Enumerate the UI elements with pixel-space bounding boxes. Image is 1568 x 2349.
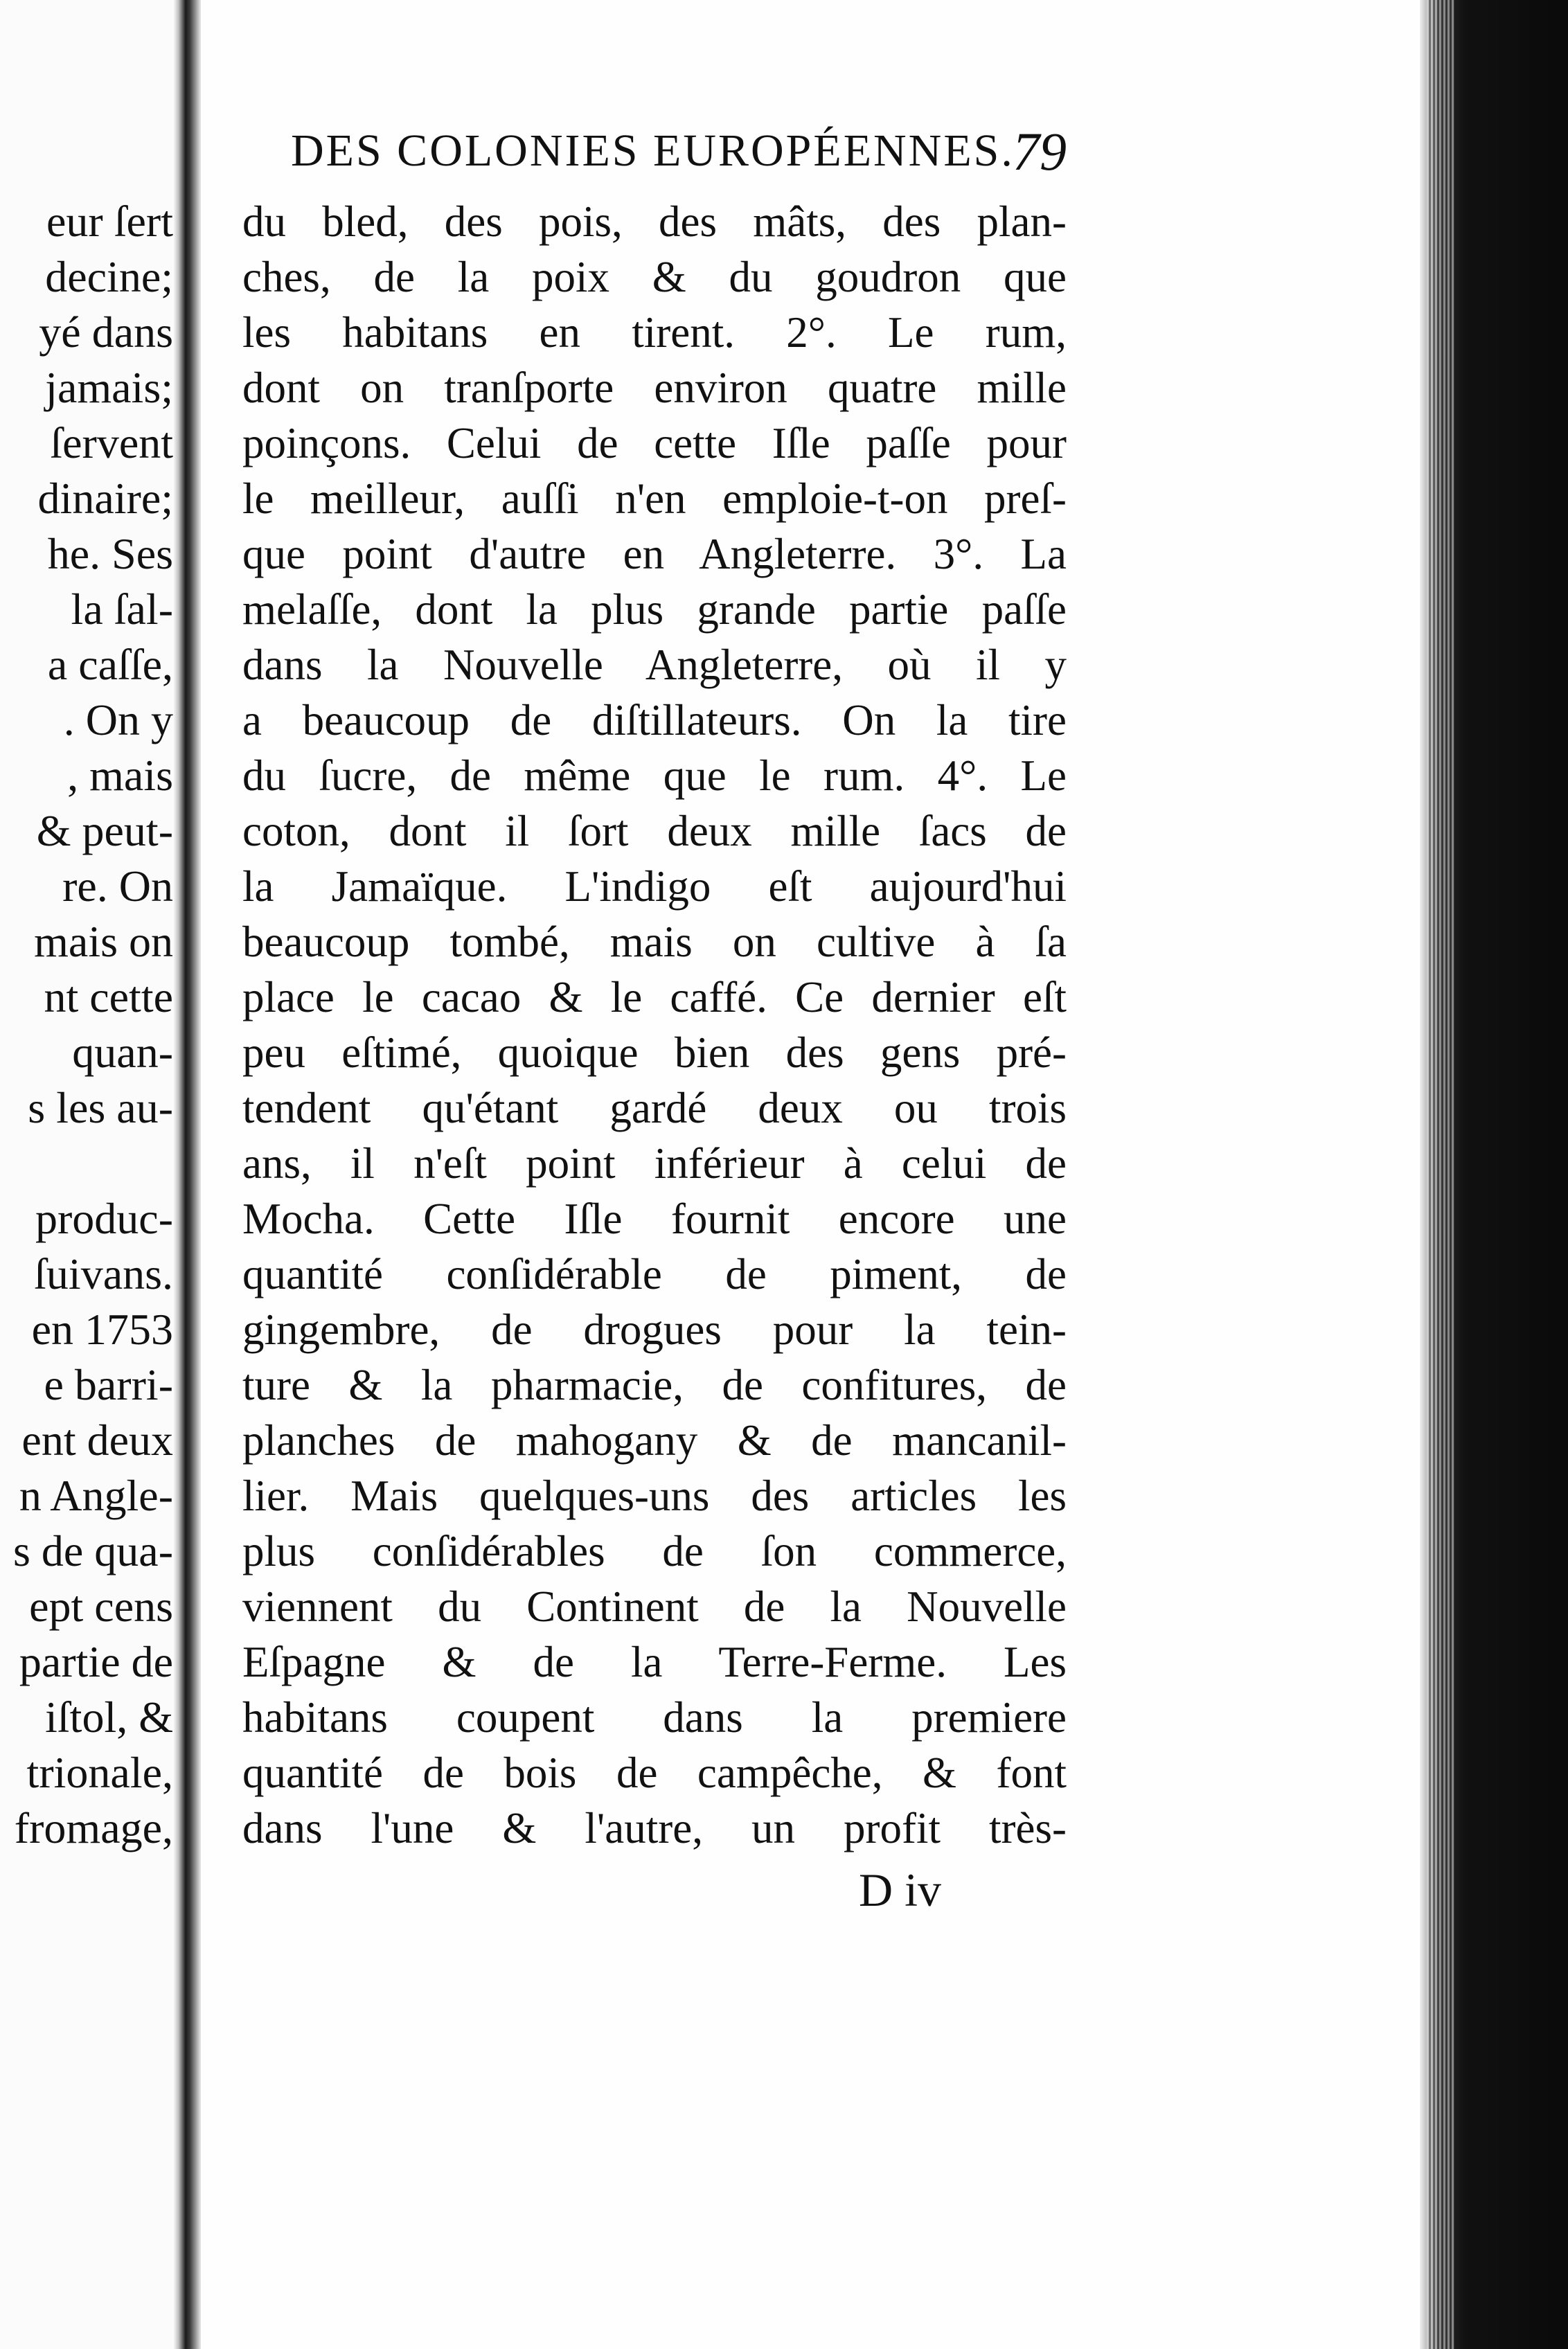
left-page-line: ſervent [50, 418, 173, 467]
left-page-line: dinaire; [37, 474, 173, 523]
body-line: dont on tranſporte environ quatre mille [242, 364, 1067, 412]
left-page-line: & peut- [36, 806, 173, 855]
left-page-line: jamais; [45, 363, 173, 412]
page-number: 79 [1013, 121, 1067, 181]
left-page-line: iſtol, & [45, 1692, 173, 1742]
body-line: que point d'autre en Angleterre. 3°. La [242, 530, 1067, 578]
left-page-line: partie de [19, 1637, 173, 1686]
body-line: ans, il n'eſt point inférieur à celui de [242, 1139, 1067, 1188]
body-line: poinçons. Celui de cette Iſle paſſe pour [242, 419, 1067, 467]
body-line: peu eſtimé, quoique bien des gens pré- [242, 1028, 1067, 1077]
body-line: planches de mahogany & de mancanil- [242, 1416, 1067, 1465]
body-line: quantité conſidérable de piment, de [242, 1250, 1067, 1298]
signature-mark: D iv [859, 1864, 941, 1916]
body-line: les habitans en tirent. 2°. Le rum, [242, 308, 1067, 357]
page-header [291, 121, 1067, 187]
left-page-line: trionale, [26, 1748, 173, 1797]
body-line: a beaucoup de diſtillateurs. On la tire [242, 696, 1067, 744]
body-line: du ſucre, de même que le rum. 4°. Le [242, 751, 1067, 800]
body-line: ches, de la poix & du goudron que [242, 253, 1067, 301]
left-page-line: ept cens [29, 1582, 173, 1631]
body-line: melaſſe, dont la plus grande partie paſſe [242, 585, 1067, 634]
body-line: dans la Nouvelle Angleterre, où il y [242, 641, 1067, 689]
left-page-line: decine; [45, 252, 173, 301]
left-page-line: , mais [67, 751, 173, 800]
body-line: lier. Mais quelques-uns des articles les [242, 1472, 1067, 1520]
left-page-line: ent deux [21, 1415, 173, 1465]
body-line: Mocha. Cette Iſle fournit encore une [242, 1195, 1067, 1243]
body-line: habitans coupent dans la premiere [242, 1693, 1067, 1742]
left-page-line: s les au- [28, 1083, 173, 1132]
body-line: Eſpagne & de la Terre-Ferme. Les [242, 1638, 1067, 1686]
body-line: dans l'une & l'autre, un profit très- [242, 1804, 1067, 1852]
left-page-line: re. On [62, 861, 173, 911]
left-page [0, 0, 181, 2349]
left-page-line: la ſal- [71, 584, 173, 634]
left-page-line: . On y [63, 695, 173, 744]
body-line: la Jamaïque. L'indigo eſt aujourd'hui [242, 862, 1067, 911]
body-line: du bled, des pois, des mâts, des plan- [242, 197, 1067, 246]
body-line: coton, dont il ſort deux mille ſacs de [242, 807, 1067, 855]
body-line: viennent du Continent de la Nouvelle [242, 1582, 1067, 1631]
left-page-line: eur ſert [46, 197, 173, 246]
left-page-line: e barri- [44, 1360, 173, 1409]
left-page-line: nt cette [44, 972, 173, 1021]
body-line: plus conſidérables de ſon commerce, [242, 1527, 1067, 1575]
running-head: DES COLONIES EUROPÉENNES. [291, 125, 1015, 176]
body-line: tendent qu'étant gardé deux ou trois [242, 1084, 1067, 1132]
left-page-line: a caſſe, [47, 640, 173, 689]
left-page-line: s de qua- [12, 1526, 173, 1575]
left-page-line: mais on [34, 917, 173, 966]
body-line: place le cacao & le caffé. Ce dernier eſt [242, 973, 1067, 1021]
book-gutter [173, 0, 201, 2349]
left-page-line: n Angle- [19, 1471, 173, 1520]
body-line: le meilleur, auſſi n'en emploie-t-on preſ- [242, 474, 1067, 523]
body-line: quantité de bois de campêche, & font [242, 1749, 1067, 1797]
left-page-line: ſuivans. [34, 1249, 173, 1298]
left-page-line: fromage, [14, 1803, 173, 1852]
left-page-line: yé dans [39, 307, 173, 357]
page-edge-lines [1427, 0, 1454, 2349]
body-line: gingembre, de drogues pour la tein- [242, 1305, 1067, 1354]
left-page-line: he. Ses [47, 529, 173, 578]
left-page-line: produc- [35, 1194, 173, 1243]
left-page-line: en 1753 [31, 1305, 173, 1354]
body-line: ture & la pharmacie, de confitures, de [242, 1361, 1067, 1409]
body-line: beaucoup tombé, mais on cultive à ſa [242, 918, 1067, 966]
left-page-line: quan- [72, 1028, 173, 1077]
